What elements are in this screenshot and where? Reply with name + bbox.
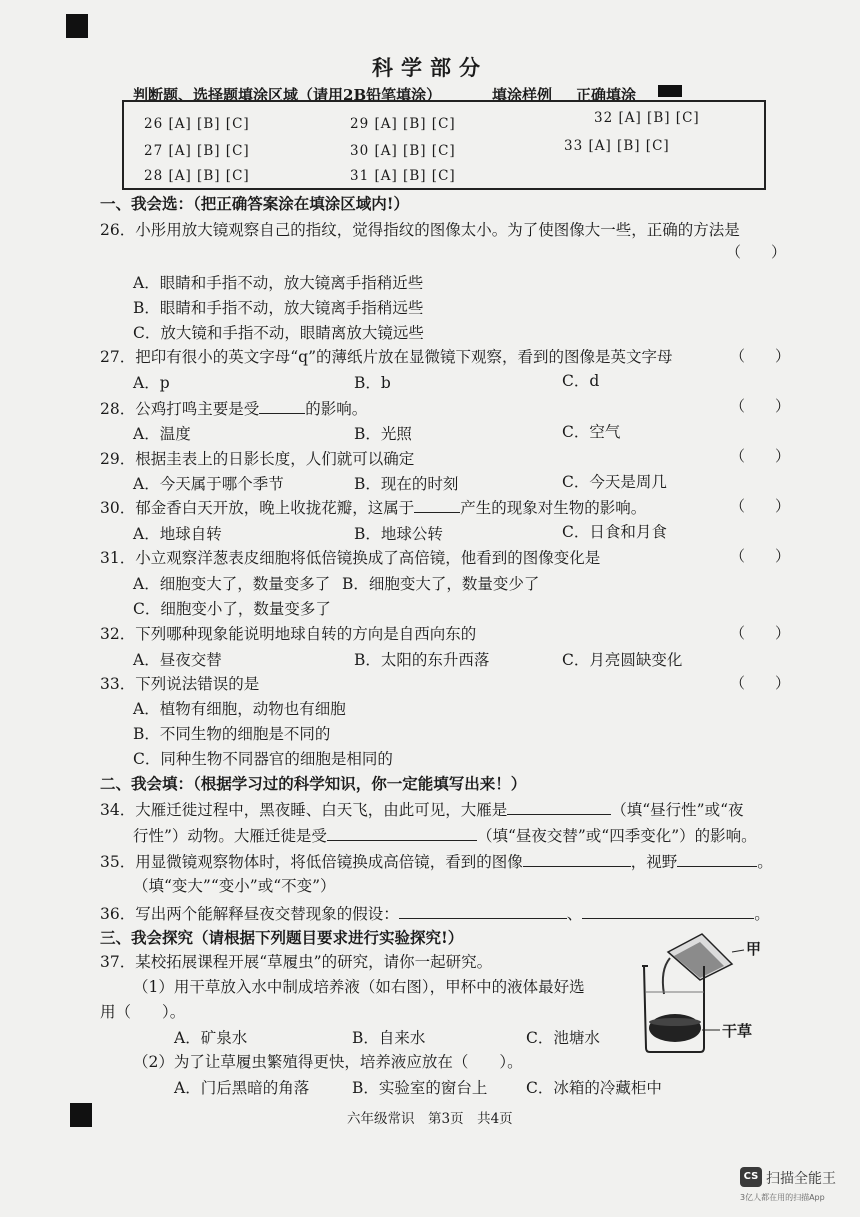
correct-fill-sample-mark (658, 85, 682, 97)
q34-blank-2[interactable] (327, 826, 477, 841)
q35-line-1: 35．用显微镜观察物体时，将低倍镜换成高倍镜，看到的图像 ，视野 。 (100, 853, 773, 871)
q26-option-a: A．眼睛和手指不动，放大镜离手指稍近些 (133, 274, 424, 292)
q26-option-c: C．放大镜和手指不动，眼睛离放大镜远些 (133, 324, 424, 342)
q37-part1-line2: 用（ ）。 (100, 1003, 186, 1021)
section-2-heading: 二、我会填：（根据学习过的科学知识，你一定能填写出来！） (100, 774, 527, 793)
section-1-heading: 一、我会选：（把正确答案涂在填涂区域内!） (100, 194, 410, 213)
q26-option-b: B．眼睛和手指不动，放大镜离手指稍远些 (133, 299, 424, 317)
q32-option-b: B．太阳的东升西落 (354, 651, 490, 669)
answer-fill-area (122, 100, 766, 190)
q32-option-c: C．月亮圆缺变化 (562, 651, 683, 669)
q30-answer-paren[interactable]: （ ） (730, 497, 791, 515)
q33-stem: 33．下列说法错误的是 (100, 675, 260, 693)
q27-answer-paren[interactable]: （ ） (730, 347, 791, 365)
q34-line-1: 34．大雁迁徙过程中，黑夜睡、白天飞，由此可见，大雁是 （填“昼行性”或“夜 (100, 801, 744, 819)
q31-answer-paren[interactable]: （ ） (730, 547, 791, 565)
fill-row-29[interactable]: 29 [A] [B] [C] (350, 116, 456, 132)
q30-option-a: A．地球自转 (133, 525, 222, 543)
camscanner-brand-name: 扫描全能王 (766, 1171, 836, 1187)
q28-option-c: C．空气 (562, 423, 621, 441)
q29-option-a: A．今天属于哪个季节 (133, 475, 284, 493)
q34-blank-1[interactable] (507, 800, 611, 815)
q33-option-b: B．不同生物的细胞是不同的 (133, 725, 331, 743)
q30-option-c: C．日食和月食 (562, 523, 667, 541)
q29-option-c: C．今天是周几 (562, 473, 667, 491)
q31-stem: 31．小立观察洋葱表皮细胞将低倍镜换成了高倍镜，他看到的图像变化是 (100, 549, 601, 567)
q33-option-c: C．同种生物不同器官的细胞是相同的 (133, 750, 393, 768)
q37-stem: 37．某校拓展课程开展“草履虫”的研究，请你一起研究。 (100, 953, 493, 971)
camscanner-tagline: 3亿人都在用的扫描App (740, 1193, 825, 1202)
page-title: 科学部分 (372, 55, 488, 80)
q28-option-b: B．光照 (354, 425, 412, 443)
q27-option-b: B．b (354, 374, 391, 392)
fill-row-32[interactable]: 32 [A] [B] [C] (594, 110, 700, 126)
fill-row-33[interactable]: 33 [A] [B] [C] (564, 138, 670, 154)
q36-line: 36．写出两个能解释昼夜交替现象的假设： 、 。 (100, 905, 770, 923)
q35-blank-1[interactable] (523, 852, 631, 867)
correct-fill-label: 正确填涂 (576, 86, 637, 104)
registration-mark-top-left (66, 14, 88, 38)
page-footer: 六年级常识 第3页 共4页 (347, 1111, 513, 1127)
q36-blank-1[interactable] (399, 904, 567, 919)
q37-part1-line1: （1）用干草放入水中制成培养液（如右图），甲杯中的液体最好选 (133, 978, 585, 996)
q37-part2-option-b: B．实验室的窗台上 (352, 1079, 488, 1097)
q33-answer-paren[interactable]: （ ） (730, 674, 791, 692)
q31-option-b: B．细胞变大了，数量变少了 (342, 575, 540, 593)
q28-stem: 28．公鸡打鸣主要是受 的影响。 (100, 400, 368, 418)
q32-answer-paren[interactable]: （ ） (730, 624, 791, 642)
fill-row-27[interactable]: 27 [A] [B] [C] (144, 143, 250, 159)
section-3-heading: 三、我会探究（请根据下列题目要求进行实验探究!） (100, 928, 464, 947)
q33-option-a: A．植物有细胞，动物也有细胞 (133, 700, 346, 718)
q32-stem: 32．下列哪种现象能说明地球自转的方向是自西向东的 (100, 625, 477, 643)
q36-blank-2[interactable] (582, 904, 754, 919)
q27-stem: 27．把印有很小的英文字母“q”的薄纸片放在显微镜下观察，看到的图像是英文字母 (100, 348, 673, 366)
q26-stem: 26．小彤用放大镜观察自己的指纹，觉得指纹的图像太小。为了使图像大一些，正确的方法是 (100, 221, 740, 239)
q37-part1-option-a: A．矿泉水 (174, 1029, 248, 1047)
q26-answer-paren[interactable]: （ ） (726, 243, 787, 261)
q28-answer-paren[interactable]: （ ） (730, 397, 791, 415)
q37-part1-option-c: C．池塘水 (526, 1029, 600, 1047)
q37-part2-option-a: A．门后黑暗的角落 (174, 1079, 310, 1097)
camscanner-logo: CS (740, 1167, 762, 1187)
q31-option-a: A．细胞变大了，数量变多了 (133, 575, 331, 593)
figure-label-jia: 甲 (746, 940, 762, 958)
q30-stem: 30．郁金香白天开放，晚上收拢花瓣，这属于 产生的现象对生物的影响。 (100, 499, 647, 517)
q37-part2-option-c: C．冰箱的冷藏柜中 (526, 1079, 662, 1097)
q29-option-b: B．现在的时刻 (354, 475, 459, 493)
q30-option-b: B．地球公转 (354, 525, 443, 543)
q35-blank-2[interactable] (677, 852, 757, 867)
fill-row-28[interactable]: 28 [A] [B] [C] (144, 168, 250, 184)
q27-option-c: C．d (562, 372, 600, 390)
registration-mark-bottom-left (70, 1103, 92, 1127)
q35-line-2: （填“变大”“变小”或“不变”） (133, 877, 336, 895)
fill-row-26[interactable]: 26 [A] [B] [C] (144, 116, 250, 132)
fill-area-instruction: 判断题、选择题填涂区域（请用2B铅笔填涂） (133, 86, 442, 104)
fill-row-31[interactable]: 31 [A] [B] [C] (350, 168, 456, 184)
q31-option-c: C．细胞变小了，数量变多了 (133, 600, 331, 618)
q32-option-a: A．昼夜交替 (133, 651, 222, 669)
q29-stem: 29．根据圭表上的日影长度，人们就可以确定 (100, 450, 415, 468)
figure-label-hay: 干草 (722, 1022, 753, 1040)
q28-option-a: A．温度 (133, 425, 191, 443)
q29-answer-paren[interactable]: （ ） (730, 447, 791, 465)
q37-part1-option-b: B．自来水 (352, 1029, 426, 1047)
q37-part2: （2）为了让草履虫繁殖得更快，培养液应放在（ ）。 (133, 1053, 523, 1071)
q34-line-2: 行性”）动物。大雁迁徙是受 （填“昼夜交替”或“四季变化”）的影响。 (133, 827, 757, 845)
fill-row-30[interactable]: 30 [A] [B] [C] (350, 143, 456, 159)
q27-option-a: A．p (133, 374, 170, 392)
fill-sample-label: 填涂样例 (492, 86, 553, 104)
